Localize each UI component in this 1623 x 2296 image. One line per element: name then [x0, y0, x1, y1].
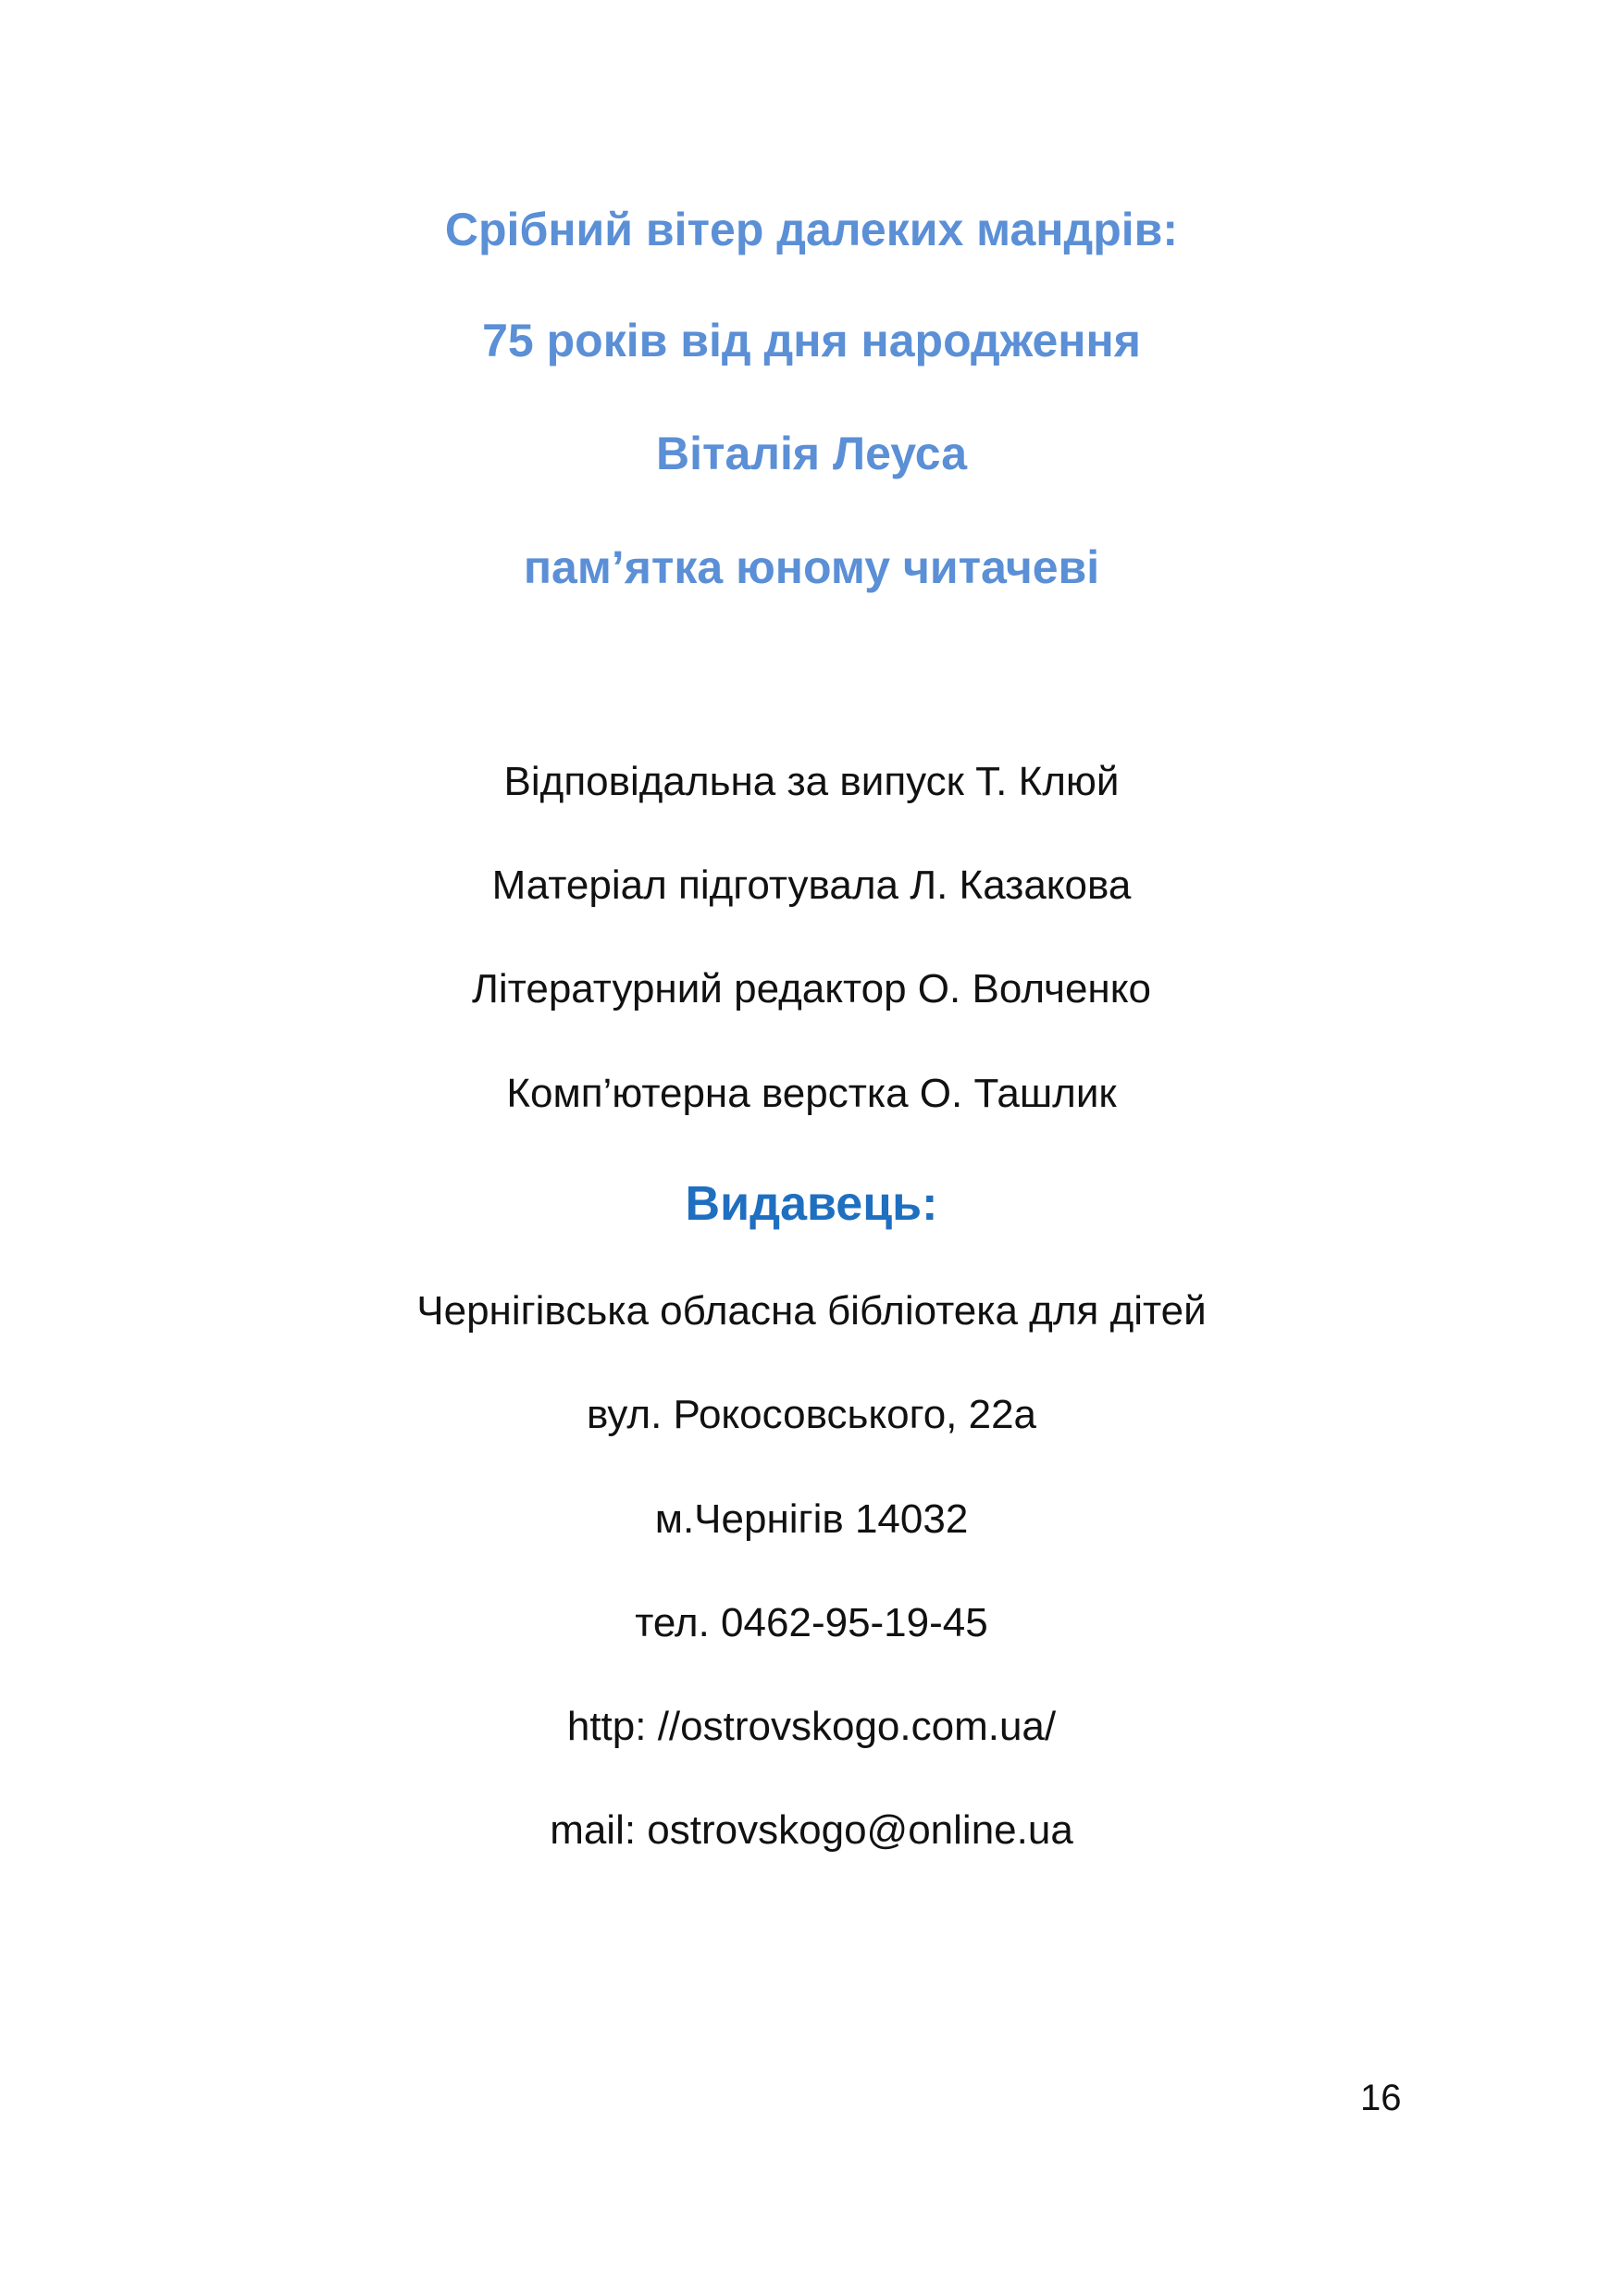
credit-literary-editor: Літературний редактор О. Волченко: [472, 966, 1151, 1011]
credit-editor-in-charge: Відповідальна за випуск Т. Клюй: [503, 759, 1120, 804]
credit-layout: Комп’ютерна верстка О. Ташлик: [506, 1071, 1117, 1116]
publisher-name: Чернігівська обласна бібліотека для дітей: [416, 1288, 1207, 1334]
title-line-2: 75 років від дня народження: [482, 315, 1141, 366]
publisher-phone: тел. 0462-95-19-45: [635, 1600, 988, 1645]
publisher-website: http: //ostrovskogo.com.ua/: [566, 1704, 1057, 1749]
publisher-email: mail: ostrovskogo@online.ua: [550, 1807, 1073, 1853]
credit-material-prepared: Матеріал підготувала Л. Казакова: [491, 863, 1132, 908]
title-line-3: Віталія Леуса: [655, 428, 968, 479]
publisher-street: вул. Рокосовського, 22а: [586, 1392, 1037, 1437]
page-number: 16: [1360, 2078, 1402, 2118]
publisher-heading: Видавець:: [685, 1177, 938, 1231]
title-line-4: пам’ятка юному читачеві: [523, 541, 1100, 593]
title-line-1: Срібний вітер далеких мандрів:: [444, 204, 1179, 255]
publisher-city: м.Чернігів 14032: [654, 1496, 969, 1542]
